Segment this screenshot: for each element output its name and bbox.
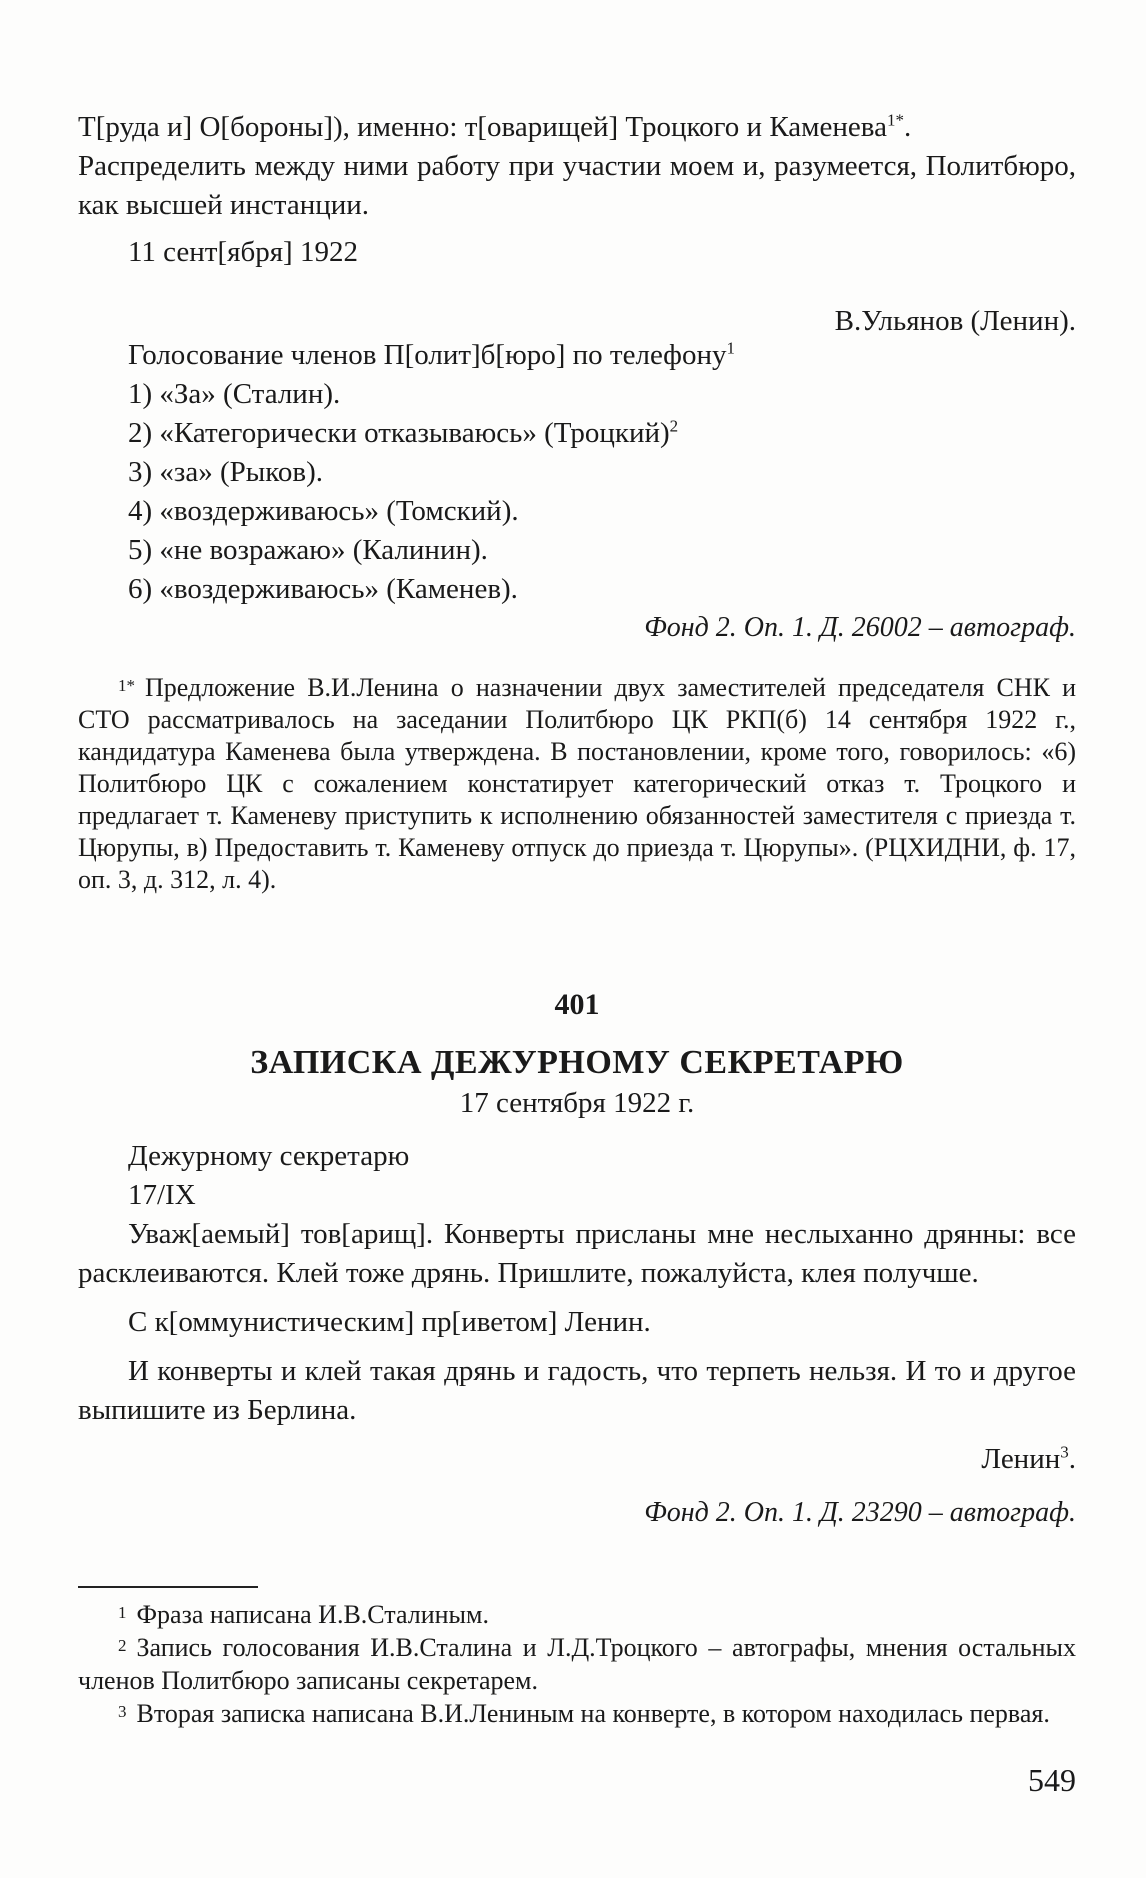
letter-closing: С к[оммунистическим] пр[иветом] Ленин. bbox=[128, 1306, 651, 1338]
vote-intro-text: Голосование членов П[олит]б[юро] по телефону bbox=[128, 339, 727, 371]
footnote bbox=[78, 1631, 1076, 1697]
signature: В.Ульянов (Ленин). bbox=[834, 305, 1076, 337]
text-line-content: Т[руда и] О[бороны]), именно: т[оварищей] Троцкого и Каменева bbox=[78, 111, 887, 143]
text-line bbox=[78, 108, 1076, 147]
vote-item: 1) «За» (Сталин). bbox=[128, 378, 341, 410]
footnote-text: Запись голосования И.В.Сталина и Л.Д.Троцкого – автографы, мнения остальных членов Политбюро записаны секретарем. bbox=[78, 1633, 1076, 1695]
archive-source: Фонд 2. Оп. 1. Д. 23290 – автограф. bbox=[644, 1497, 1076, 1528]
footnote-ref: 3 bbox=[1060, 1442, 1069, 1462]
signature-text: Ленин bbox=[981, 1443, 1061, 1475]
footnote bbox=[78, 1598, 1076, 1631]
editorial-note bbox=[78, 672, 1076, 896]
punctuation: . bbox=[1068, 1443, 1076, 1475]
note-ref: 1* bbox=[886, 110, 904, 130]
footnote-number: 2 bbox=[118, 1636, 127, 1655]
footnote-ref: 2 bbox=[669, 416, 679, 436]
vote-section bbox=[78, 336, 1076, 609]
letter-body: Уваж[аемый] тов[арищ]. Конверты присланы мне неслыханно дрянны: все расклеиваются. Клей тоже дрянь. Пришлите, пожалуйста, клея получше. bbox=[78, 1218, 1076, 1289]
document-date: 17 сентября 1922 г. bbox=[459, 1087, 695, 1119]
page-number: 549 bbox=[1028, 1762, 1076, 1798]
footnote bbox=[78, 1697, 1076, 1730]
footnote-ref: 1 bbox=[726, 338, 735, 358]
note-marker: 1* bbox=[118, 676, 135, 695]
punctuation: . bbox=[903, 111, 912, 143]
source-1 bbox=[78, 612, 1076, 644]
note-paragraph bbox=[78, 672, 1076, 896]
footnote-text: Фраза написана И.В.Сталиным. bbox=[136, 1600, 489, 1629]
vote-item bbox=[78, 414, 1076, 453]
addressee: Дежурному секретарю bbox=[128, 1140, 410, 1172]
vote-item: 6) «воздерживаюсь» (Каменев). bbox=[128, 573, 518, 605]
top-continuation bbox=[78, 108, 1076, 341]
note-text: Предложение В.И.Ленина о назначении двух заместителей председателя СНК и СТО рассматривалось на заседании Политбюро ЦК РКП(б) 14 сентября 1922 г., кандидатура Каменева была утверждена. В постановлении, кроме того, говорилось: «6) Политбюро ЦК с сожалением констатирует категорический отказ т. Троцкого и предлагает т. Каменеву приступить к исполнению обязанностей заместителя с приезда т. Цюрупы, в) Предоставить т. Каменеву отпуск до приезда т. Цюрупы». (РЦХИДНИ, ф. 17, оп. 3, д. 312, л. 4). bbox=[78, 673, 1076, 894]
vote-item: 3) «за» (Рыков). bbox=[128, 456, 323, 488]
letter-date: 11 сент[ября] 1922 bbox=[128, 236, 358, 268]
vote-intro bbox=[78, 336, 1076, 375]
signature bbox=[78, 1440, 1076, 1479]
footnotes bbox=[78, 1598, 1076, 1730]
letter-postscript: И конверты и клей такая дрянь и гадость, что терпеть нельзя. И то и другое выпишите из Берлина. bbox=[78, 1355, 1076, 1426]
footnote-text: Вторая записка написана В.И.Лениным на конверте, в котором находилась первая. bbox=[136, 1699, 1050, 1728]
archive-source: Фонд 2. Оп. 1. Д. 26002 – автограф. bbox=[644, 612, 1076, 643]
footnote-divider bbox=[78, 1586, 258, 1588]
text-paragraph: Распределить между ними работу при участии моем и, разумеется, Политбюро, как высшей инстанции. bbox=[78, 150, 1076, 221]
document-401 bbox=[78, 988, 1076, 1529]
vote-item-text: 2) «Категорически отказываюсь» (Троцкий) bbox=[128, 417, 670, 449]
footnote-number: 1 bbox=[118, 1603, 127, 1622]
footnote-number: 3 bbox=[118, 1702, 127, 1721]
vote-item: 4) «воздерживаюсь» (Томский). bbox=[128, 495, 519, 527]
dateline: 17/IX bbox=[128, 1179, 196, 1211]
document-number: 401 bbox=[554, 988, 600, 1021]
vote-item: 5) «не возражаю» (Калинин). bbox=[128, 534, 488, 566]
document-title: ЗАПИСКА ДЕЖУРНОМУ СЕКРЕТАРЮ bbox=[250, 1044, 904, 1081]
